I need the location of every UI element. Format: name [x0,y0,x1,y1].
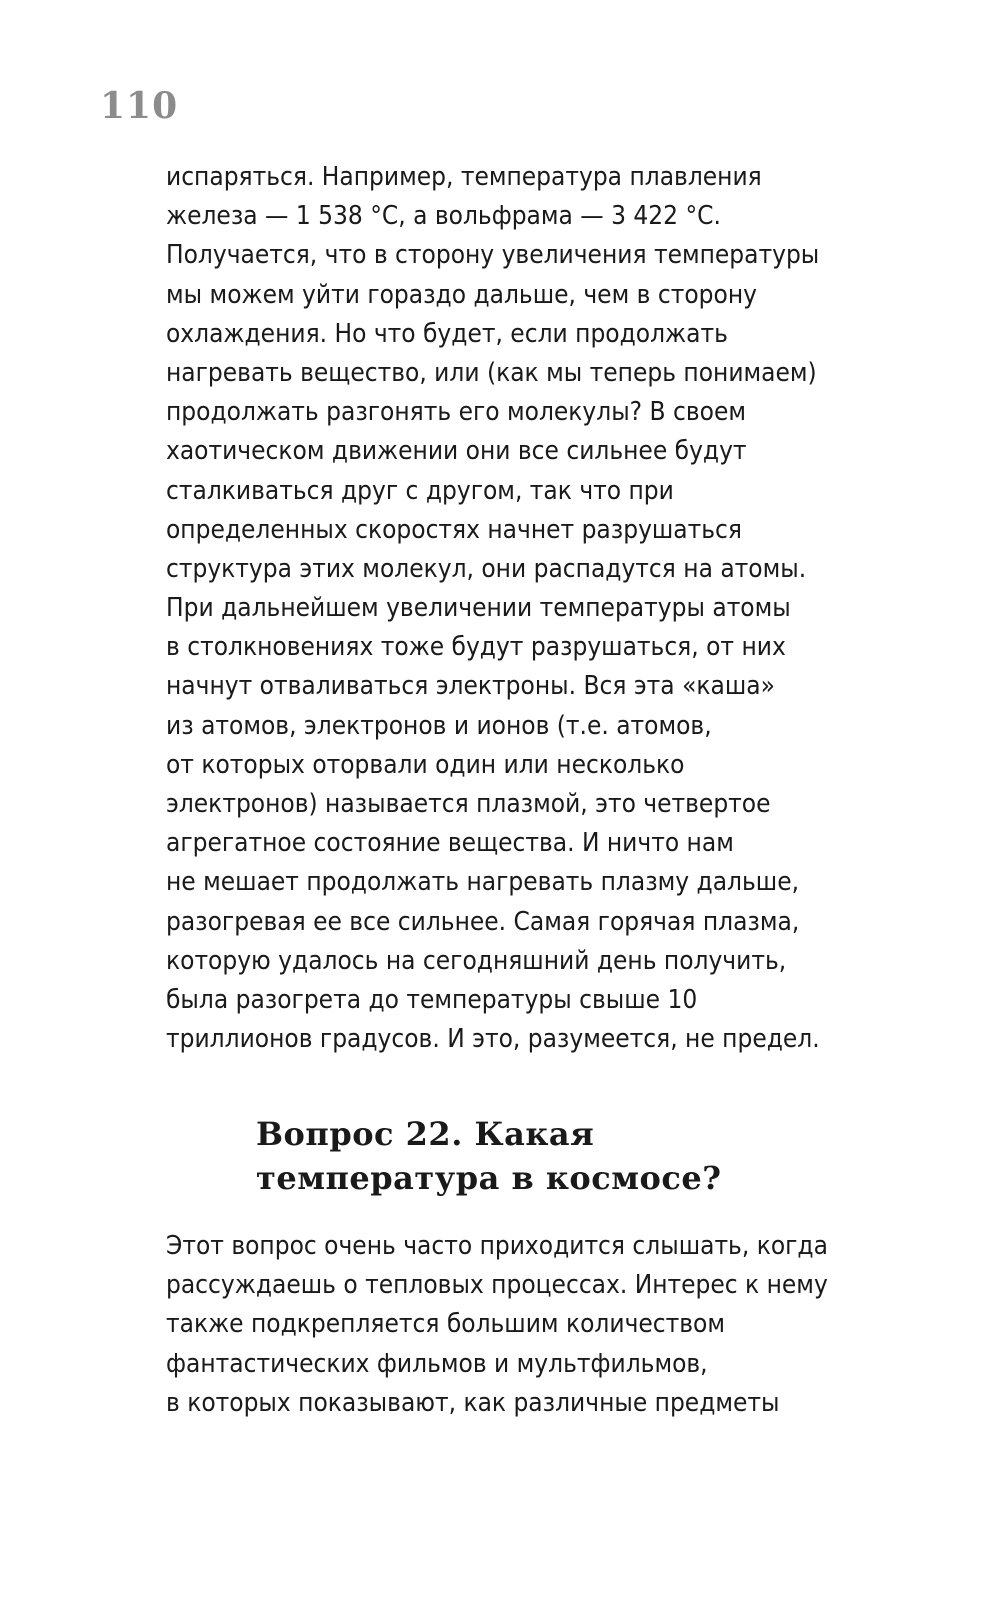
text-line: разогревая ее все сильнее. Самая горячая плазма, [166,906,800,937]
text-line: продолжать разгонять его молекулы? В своем [166,397,746,428]
text-line: фантастических фильмов и мультфильмов, [166,1348,708,1379]
text-line: охлаждения. Но что будет, если продолжать [166,318,728,349]
text-line: из атомов, электронов и ионов (т.е. атомов, [166,710,712,741]
text-line: структура этих молекул, они распадутся на атомы. [166,553,807,584]
section-heading [256,1112,896,1200]
text-line: агрегатное состояние вещества. И ничто нам [166,828,734,859]
text-line: испаряться. Например, температура плавления [166,162,762,192]
text-line: в которых показывают, как различные предметы [166,1387,780,1418]
text-line: Этот вопрос очень часто приходится слышать, когда [166,1231,828,1261]
heading-line: температура в космосе? [256,1159,722,1197]
text-line: нагревать вещество, или (как мы теперь понимаем) [166,357,817,388]
body-text-top [166,158,866,1059]
text-line: рассуждаешь о тепловых процессах. Интерес к нему [166,1270,828,1301]
text-line: не мешает продолжать нагревать плазму дальше, [166,867,800,898]
text-line: железа — 1 538 °С, а вольфрама — 3 422 °С. [166,201,721,232]
text-line: в столкновениях тоже будут разрушаться, от них [166,632,786,663]
text-line: мы можем уйти гораздо дальше, чем в сторону [166,279,757,310]
heading-line: Вопрос 22. Какая [256,1115,595,1153]
text-line: определенных скоростях начнет разрушаться [166,514,742,545]
text-line: сталкиваться друг с другом, так что при [166,475,674,506]
text-line: электронов) называется плазмой, это четвертое [166,789,771,819]
text-line: от которых оторвали один или несколько [166,749,685,780]
text-line: была разогрета до температуры свыше 10 [166,984,698,1015]
text-line: При дальнейшем увеличении температуры атомы [166,593,791,624]
text-line: Получается, что в сторону увеличения температуры [166,240,820,271]
page-number: 110 [100,85,179,127]
text-line: также подкрепляется большим количеством [166,1309,726,1340]
body-text-bottom [166,1227,866,1423]
text-line: которую удалось на сегодняшний день получить, [166,945,787,976]
text-line: начнут отваливаться электроны. Вся эта «каша» [166,671,775,702]
text-line: триллионов градусов. И это, разумеется, не предел. [166,1024,820,1055]
text-line: хаотическом движении они все сильнее будут [166,436,747,467]
